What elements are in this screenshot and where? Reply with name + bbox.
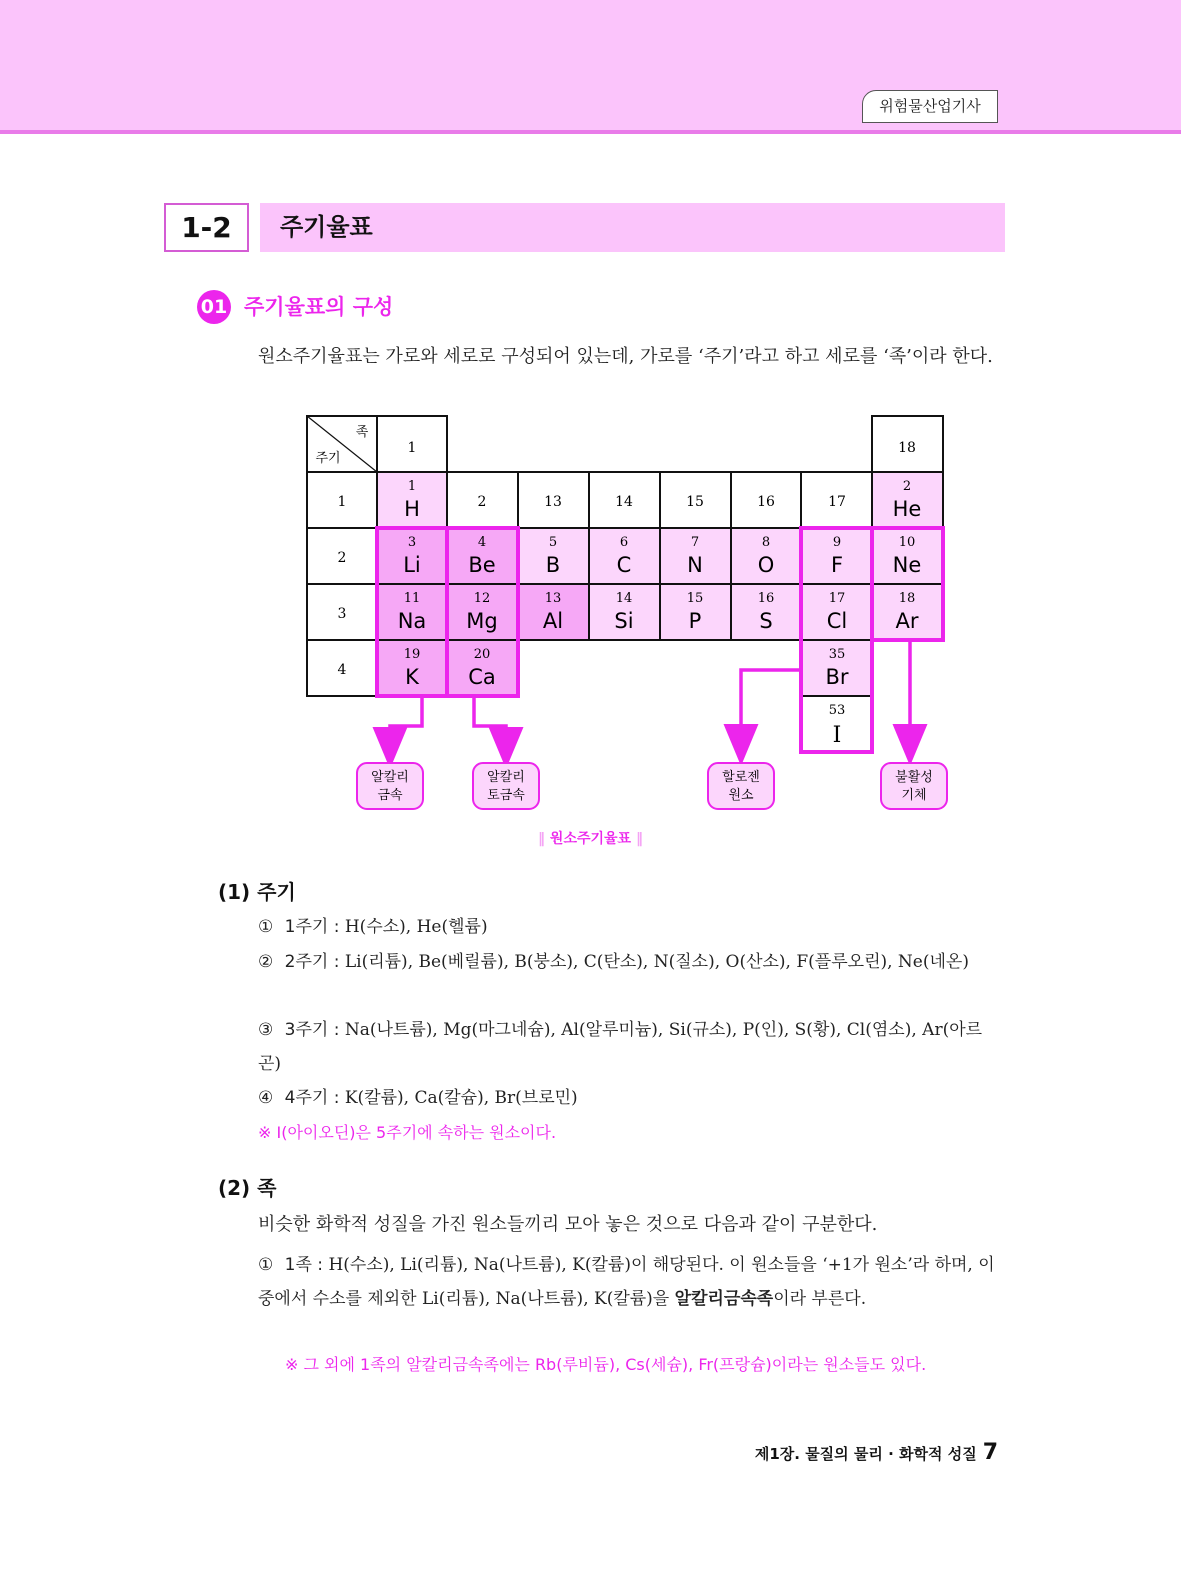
arrow-alkali-metal [390,698,422,748]
element-symbol: Ar [895,609,919,633]
element-symbol: Ne [892,553,922,577]
atomic-number: 1 [407,479,417,494]
item-number: ① [258,1255,274,1275]
element-symbol: H [404,497,420,521]
atomic-number: 13 [544,591,562,606]
group-header: 17 [828,494,846,510]
item-number: ③ [258,1020,274,1040]
corner-period-label: 주기 [315,451,341,466]
group-item-1 [258,1248,1003,1316]
section-number: 1-2 [164,203,249,252]
item-text-end: 이라 부른다. [773,1289,867,1309]
group-header: 2 [477,494,487,510]
group-intro: 비슷한 화학적 성질을 가진 원소들끼리 모아 놓은 것으로 다음과 같이 구분한다. [258,1214,878,1235]
element-symbol: Br [825,665,849,689]
element-symbol: Li [403,553,421,577]
label-halogen-line1: 할로젠 [722,770,760,785]
atomic-number: 9 [832,535,842,550]
item-text: H(수소), He(헬륨) [344,917,488,937]
atomic-number: 4 [477,535,487,550]
intro-paragraph: 원소주기율표는 가로와 세로로 구성되어 있는데, 가로를 ‘주기’라고 하고 세로를 ‘족’이라 한다. [258,346,993,367]
group-header: 1 [407,440,417,456]
atomic-number: 8 [761,535,771,550]
subsection-badge: 01 [197,290,231,324]
label-alkaline-earth-line1: 알칼리 [487,770,525,785]
label-noble-gas-line1: 불활성 [895,770,933,785]
arrow-halogen [741,670,801,745]
figure-caption-text: 원소주기율표 [549,831,632,847]
element-symbol: He [892,497,922,521]
item-label: 2주기 : [284,952,340,972]
group-header: 14 [615,494,633,510]
subsection-title: 주기율표의 구성 [244,295,394,319]
label-alkali-metal-line1: 알칼리 [371,770,409,785]
footer-chapter: 제1장. 물질의 물리 · 화학적 성질 [754,1445,977,1463]
atomic-number: 53 [828,703,846,718]
atomic-number: 14 [615,591,633,606]
period-item-3 [258,1013,1003,1081]
group-header: 13 [544,494,562,510]
atomic-number: 17 [828,591,846,606]
atomic-number: 15 [686,591,704,606]
item-number: ① [258,917,274,937]
atomic-number: 2 [902,479,912,494]
group-header: 15 [686,494,704,510]
atomic-number: 16 [757,591,775,606]
figure-caption: ‖ 원소주기율표 ‖ [538,831,643,847]
item-label: 1족 : [284,1255,324,1275]
page-number: 7 [982,1440,998,1465]
page-footer [755,1440,998,1465]
period-header: 1 [337,494,347,510]
period-header: 3 [337,606,347,622]
section-title: 주기율표 [280,213,373,241]
element-symbol: Cl [826,609,848,633]
item-bold-term: 알칼리금속족 [674,1289,774,1309]
element-symbol: O [757,553,775,577]
atomic-number: 12 [473,591,491,606]
element-symbol: Be [468,553,496,577]
item-label: 3주기 : [284,1020,340,1040]
group-heading: (2) 족 [218,1176,277,1200]
period-item-4 [258,1081,1003,1115]
atomic-number: 35 [828,647,846,662]
item-text: Na(나트륨), Mg(마그네슘), Al(알루미늄), Si(규소), P(인), S(황), Cl(염소), Ar(아르곤) [258,1020,983,1074]
item-text: H(수소), Li(리튬), Na(나트륨), K(칼륨)이 해당된다. 이 원소들을 ‘+1가 원소’라 하며, 이 중에서 수소를 제외한 Li(리튬), Na(나트륨), K(칼륨)을 [258,1255,995,1309]
arrow-alkaline-earth [474,698,506,748]
label-noble-gas-line2: 기체 [901,788,927,803]
atomic-number: 19 [403,647,421,662]
period-heading: (1) 주기 [218,880,296,904]
item-label: 1주기 : [284,917,340,937]
label-alkali-metal-line2: 금속 [377,788,403,803]
group-header: 16 [757,494,775,510]
period-item-1 [258,910,1003,944]
item-number: ④ [258,1088,274,1108]
period-item-2 [258,945,1003,979]
item-text: Li(리튬), Be(베릴륨), B(붕소), C(탄소), N(질소), O(산소), F(플루오린), Ne(네온) [344,952,969,972]
atomic-number: 18 [898,591,916,606]
period-note: ※ I(아이오딘)은 5주기에 속하는 원소이다. [258,1123,557,1142]
atomic-number: 20 [473,647,491,662]
element-symbol: Ca [468,665,496,689]
period-header: 2 [337,550,347,566]
element-symbol: B [545,553,561,577]
item-number: ② [258,952,274,972]
atomic-number: 11 [403,591,421,606]
element-symbol: Na [397,609,427,633]
label-alkaline-earth-line2: 토금속 [487,788,525,803]
corner-group-label: 족 [355,425,369,440]
atomic-number: 7 [690,535,700,550]
atomic-number: 10 [898,535,916,550]
element-symbol: Al [542,609,564,633]
element-symbol: N [687,553,703,577]
element-symbol: P [688,609,702,633]
book-title-tag: 위험물산업기사 [862,90,998,123]
atomic-number: 5 [548,535,558,550]
element-symbol: I [832,723,842,748]
group-header: 18 [898,440,916,456]
element-symbol: C [616,553,632,577]
item-text: K(칼륨), Ca(칼슘), Br(브로민) [344,1088,578,1108]
element-symbol: F [830,553,844,577]
atomic-number: 6 [619,535,629,550]
period-header: 4 [337,662,347,678]
label-halogen-line2: 원소 [728,788,754,803]
element-symbol: S [759,609,773,633]
item-label: 4주기 : [284,1088,340,1108]
element-symbol: Mg [466,609,498,633]
element-symbol: Si [614,609,634,633]
group-note: ※ 그 외에 1족의 알칼리금속족에는 Rb(루비듐), Cs(세슘), Fr(프랑슘)이라는 원소들도 있다. [285,1355,927,1374]
element-symbol: K [405,665,419,689]
atomic-number: 3 [407,535,417,550]
